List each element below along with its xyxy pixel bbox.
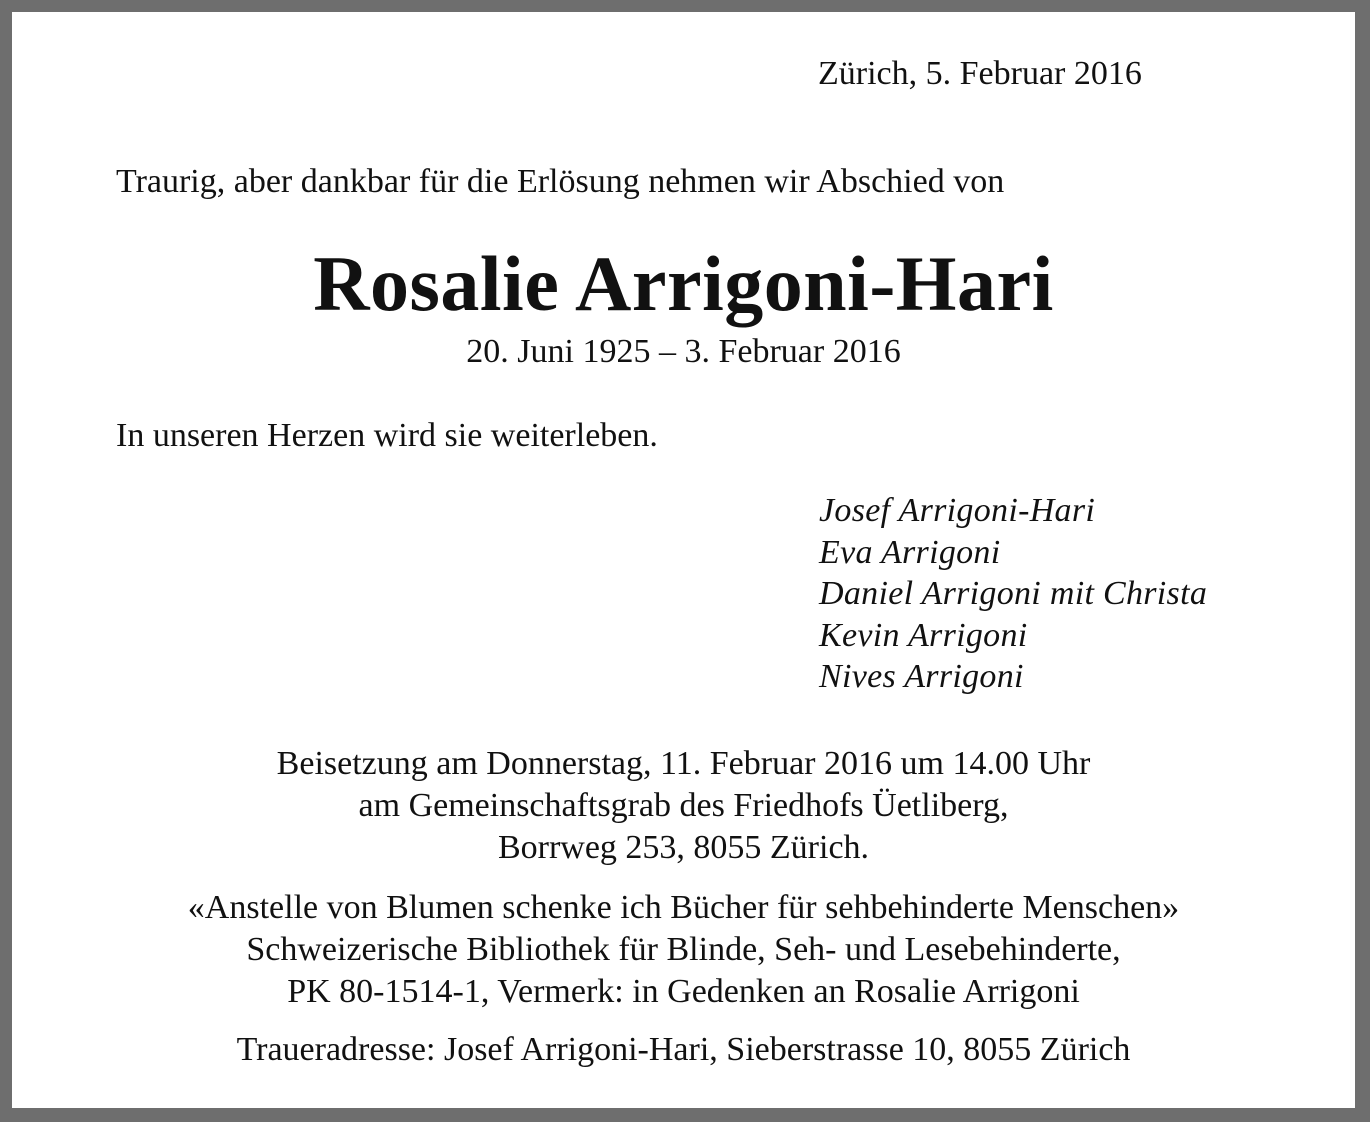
burial-info-line: Borrweg 253, 8055 Zürich. bbox=[497, 829, 870, 866]
donation-info-line: «Anstelle von Blumen schenke ich Bücher für sehbehinderte Menschen» bbox=[187, 889, 1180, 926]
mourner-name: Kevin Arrigoni bbox=[819, 616, 1028, 654]
donation-info-line: Schweizerische Bibliothek für Blinde, Seh- und Lesebehinderte, bbox=[246, 931, 1121, 968]
burial-info-line: am Gemeinschaftsgrab des Friedhofs Üetliberg, bbox=[358, 787, 1009, 824]
remembrance-text: In unseren Herzen wird sie weiterleben. bbox=[116, 417, 658, 454]
intro-text: Traurig, aber dankbar für die Erlösung nehmen wir Abschied von bbox=[116, 163, 1005, 200]
mourner-name: Josef Arrigoni-Hari bbox=[819, 492, 1096, 529]
mourner-name: Nives Arrigoni bbox=[819, 658, 1024, 695]
mourning-address: Traueradresse: Josef Arrigoni-Hari, Sieberstrasse 10, 8055 Zürich bbox=[236, 1031, 1131, 1068]
burial-info-line: Beisetzung am Donnerstag, 11. Februar 2016 um 14.00 Uhr bbox=[276, 745, 1091, 782]
mourner-name: Daniel Arrigoni mit Christa bbox=[819, 575, 1208, 612]
lifespan: 20. Juni 1925 – 3. Februar 2016 bbox=[466, 333, 901, 370]
obituary-notice bbox=[12, 12, 1355, 1108]
deceased-name: Rosalie Arrigoni-Hari bbox=[313, 240, 1054, 327]
donation-info-line: PK 80-1514-1, Vermerk: in Gedenken an Rosalie Arrigoni bbox=[287, 973, 1080, 1010]
dateline: Zürich, 5. Februar 2016 bbox=[818, 55, 1142, 92]
mourners-list bbox=[819, 490, 1207, 698]
mourner-name: Eva Arrigoni bbox=[819, 533, 1001, 571]
